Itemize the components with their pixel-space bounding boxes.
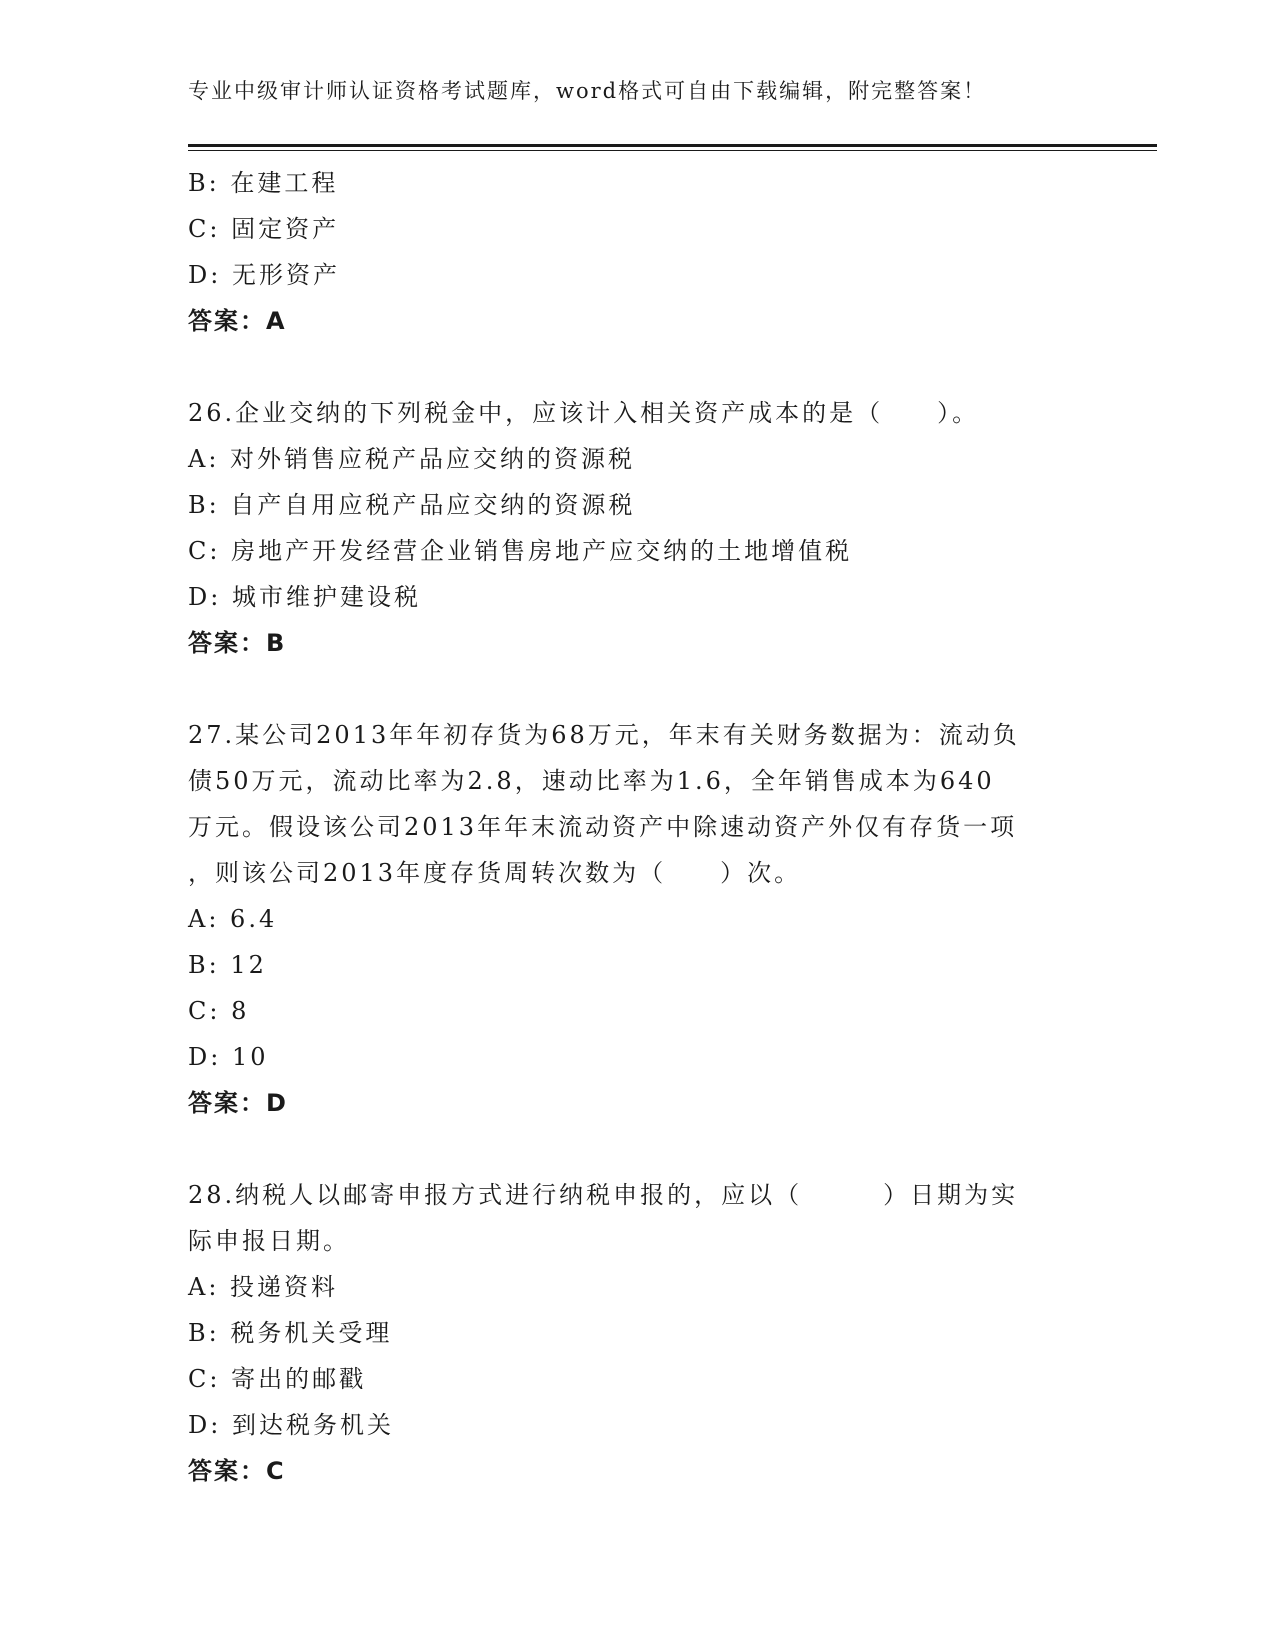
question-stem: 际申报日期。 (188, 1227, 350, 1255)
answer-line: 答案：B (188, 629, 287, 657)
answer-line: 答案：C (188, 1457, 286, 1485)
option-d: D: 10 (188, 1043, 269, 1071)
option-d: D: 城市维护建设税 (188, 583, 421, 611)
spacer (188, 344, 1088, 390)
answer-line: 答案：A (188, 307, 287, 335)
option-a: A: 对外销售应税产品应交纳的资源税 (188, 445, 636, 473)
option-d: D: 到达税务机关 (188, 1411, 394, 1439)
option-b: B: 在建工程 (188, 169, 339, 197)
question-content (188, 160, 1088, 1494)
option-c: C: 8 (188, 997, 250, 1025)
page-header: 专业中级审计师认证资格考试题库，word格式可自由下载编辑，附完整答案！ (188, 79, 987, 103)
option-b: B: 自产自用应税产品应交纳的资源税 (188, 491, 636, 519)
question-stem: 债50万元，流动比率为2.8，速动比率为1.6，全年销售成本为640 (188, 767, 995, 795)
question-stem: 28.纳税人以邮寄申报方式进行纳税申报的，应以（ ）日期为实 (188, 1181, 1019, 1209)
question-stem: 26.企业交纳的下列税金中，应该计入相关资产成本的是（ ）。 (188, 399, 980, 427)
option-c: C: 房地产开发经营企业销售房地产应交纳的土地增值税 (188, 537, 853, 565)
header-rule-thin (188, 150, 1157, 151)
option-d: D: 无形资产 (188, 261, 340, 289)
option-c: C: 固定资产 (188, 215, 340, 243)
question-stem: 27.某公司2013年年初存货为68万元，年末有关财务数据为：流动负 (188, 721, 1020, 749)
option-a: A: 投递资料 (188, 1273, 339, 1301)
option-b: B: 税务机关受理 (188, 1319, 393, 1347)
question-26 (188, 390, 1088, 666)
answer-line: 答案：D (188, 1089, 288, 1117)
question-28 (188, 1172, 1088, 1494)
spacer (188, 1126, 1088, 1172)
continued-question (188, 160, 1088, 344)
question-stem: ，则该公司2013年度存货周转次数为（ ）次。 (188, 859, 802, 887)
option-a: A: 6.4 (188, 905, 278, 933)
option-b: B: 12 (188, 951, 267, 979)
spacer (188, 666, 1088, 712)
question-stem: 万元。假设该公司2013年年末流动资产中除速动资产外仅有存货一项 (188, 813, 1018, 841)
question-27 (188, 712, 1088, 1126)
header-rule-thick (188, 144, 1157, 147)
option-c: C: 寄出的邮戳 (188, 1365, 367, 1393)
